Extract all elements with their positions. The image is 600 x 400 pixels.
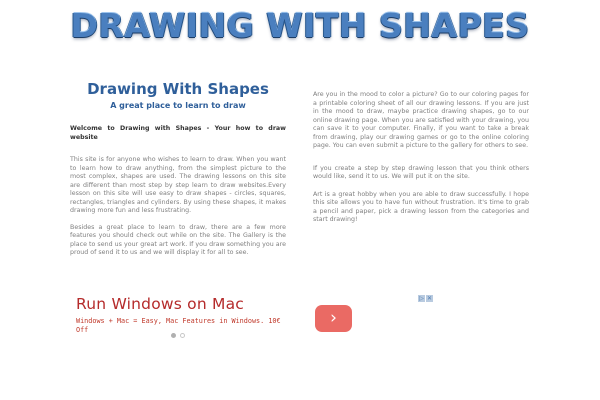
ad-info-icon[interactable]: ▷ — [419, 295, 424, 302]
coloring-paragraph: Are you in the mood to color a picture? Go to our coloring pages for a printable coloring sheet of all our drawing lessons. If you are just in the mood to draw, maybe practice drawing shapes, go to our online drawing page. When you are satisfied with your drawing, you can save it to your computer. Finally, if you want to take a break from drawing, play our drawing games or go to the online coloring page. You can even submit a picture to the gallery for others to see. — [313, 91, 529, 149]
intro-paragraph: This site is for anyone who wishes to learn to draw. When you want to learn how to draw anything, from the simplest picture to the most complex, shapes are used. The drawing lessons on this site are different than most step by step learn to draw websites.Every lesson on this site will use easy to draw shapes - circles, squares, rectangles, triangles and cylinders. By using these shapes, it makes drawing more fun and less frustrating. — [70, 156, 286, 214]
ad-description: Windows + Mac = Easy, Mac Features in Windows. 10€ Off — [76, 317, 281, 334]
submit-lesson-paragraph: If you create a step by step drawing lesson that you think others would like, send it to us. We will put it on the site. — [313, 164, 529, 180]
right-column — [313, 91, 529, 225]
welcome-heading: Welcome to Drawing with Shapes - Your how to draw website — [70, 125, 286, 141]
left-column — [70, 80, 286, 258]
ad-choices-badge[interactable] — [418, 295, 434, 302]
carousel-dot-1[interactable] — [171, 333, 176, 338]
ad-carousel-dots — [171, 333, 185, 338]
site-banner — [0, 0, 600, 50]
features-paragraph: Besides a great place to learn to draw, there are a few more features you should check out while on the site. The Gallery is the place to send us your great art work. If you draw something you are proud of send it to us and we will display it for all to see. — [70, 223, 286, 256]
ad-close-icon[interactable]: ✕ — [426, 295, 433, 302]
banner-logo-title: DRAWING WITH SHAPES — [70, 5, 530, 45]
page-subtitle: A great place to learn to draw — [110, 101, 246, 110]
ad-open-button[interactable] — [315, 305, 352, 332]
ad-headline-link[interactable]: Run Windows on Mac — [76, 295, 244, 313]
chevron-right-icon: › — [330, 308, 337, 328]
ad-banner[interactable] — [70, 293, 440, 345]
hobby-paragraph: Art is a great hobby when you are able to draw successfully. I hope this site allows you to have fun without frustration. It's time to grab a pencil and paper, pick a drawing lesson from the categories and start drawing! — [313, 190, 529, 223]
carousel-dot-2[interactable] — [180, 333, 185, 338]
page-title: Drawing With Shapes — [87, 80, 269, 98]
